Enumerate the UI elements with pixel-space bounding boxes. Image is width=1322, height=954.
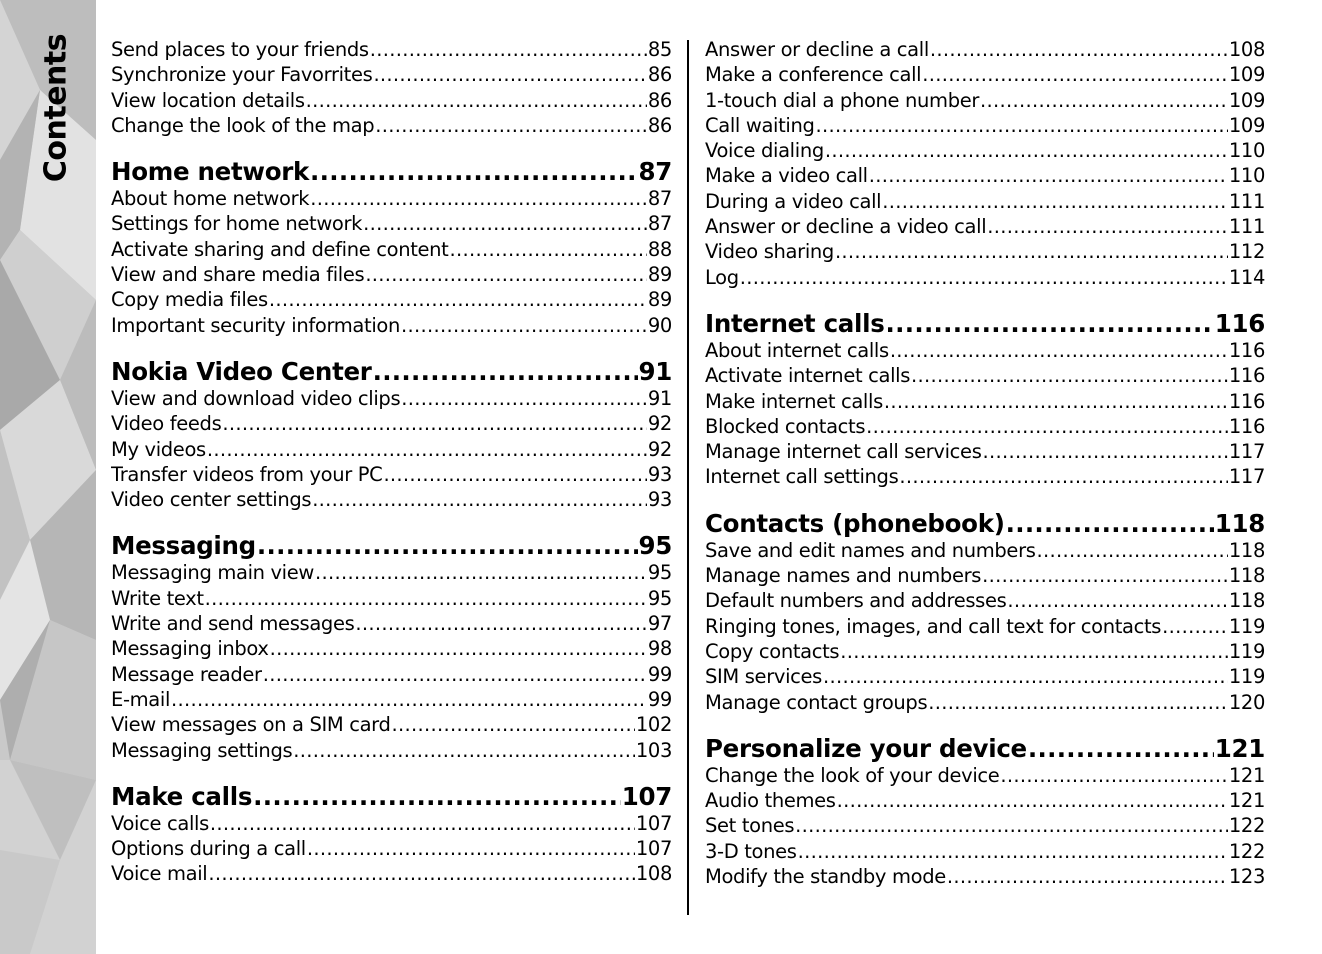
toc-entry-label: Video sharing [705,240,834,264]
toc-page-number: 93 [647,488,672,512]
dot-leader [306,88,647,113]
dot-leader [982,563,1228,588]
toc-heading-label: Home network [111,158,310,187]
toc-entry[interactable] [111,487,672,512]
toc-page-number: 118 [1228,564,1265,588]
dot-leader [983,439,1228,464]
toc-entry-label: Copy media files [111,288,268,312]
toc-section [111,532,672,762]
toc-right-column [705,37,1265,909]
toc-entry-label: Copy contacts [705,639,840,663]
dot-leader [740,265,1228,290]
dot-leader [1006,510,1214,538]
toc-page-number: 109 [1228,113,1265,137]
toc-page-number: 110 [1228,139,1265,163]
dot-leader [884,389,1228,414]
toc-entry[interactable] [705,62,1265,87]
toc-page-number: 86 [647,63,672,87]
toc-entry-label: Save and edit names and numbers [705,538,1036,562]
toc-entry-label: Voice mail [111,862,208,886]
toc-page-number: 117 [1228,465,1265,489]
toc-page-number: 92 [647,412,672,436]
toc-page-number: 111 [1228,215,1265,239]
toc-entry-label: Change the look of the map [111,113,375,137]
dot-leader [449,237,646,262]
toc-entry[interactable] [705,639,1265,664]
toc-entry[interactable] [705,439,1265,464]
dot-leader [312,487,647,512]
dot-leader [795,813,1228,838]
toc-heading-label: Personalize your device [705,734,1027,763]
toc-page-number: 118 [1228,589,1265,613]
toc-section [111,158,672,338]
dot-leader [987,214,1228,239]
toc-left-column [111,37,672,907]
toc-heading-label: Internet calls [705,309,885,338]
dot-leader [869,163,1228,188]
toc-page-number: 99 [647,687,672,711]
toc-entry-label: About home network [111,187,310,211]
toc-entry[interactable] [111,836,672,861]
toc-page-number: 102 [635,713,672,737]
toc-page-number: 95 [647,561,672,585]
toc-entry[interactable] [111,237,672,262]
dot-leader [171,687,647,712]
dot-leader [825,138,1228,163]
toc-entry[interactable] [705,864,1265,889]
toc-page-number: 121 [1228,789,1265,813]
toc-page-number: 108 [635,862,672,886]
toc-entry[interactable] [705,690,1265,715]
toc-page-number: 89 [647,288,672,312]
dot-leader [355,611,646,636]
dot-leader [947,864,1228,889]
dot-leader [373,358,638,386]
toc-page-number: 87 [647,187,672,211]
toc-entry[interactable] [705,189,1265,214]
dot-leader [222,411,646,436]
dot-leader [840,639,1228,664]
toc-entry-label: Manage names and numbers [705,564,982,588]
toc-entry-label: Change the look of your device [705,763,1000,787]
toc-entry-label: Message reader [111,662,262,686]
toc-entry-label: Make a video call [705,164,868,188]
toc-page-number: 116 [1228,414,1265,438]
toc-entry-label: Video feeds [111,412,222,436]
toc-page-number: 95 [638,532,672,561]
toc-entry[interactable] [705,538,1265,563]
toc-entry[interactable] [111,712,672,737]
toc-page-number: 92 [647,437,672,461]
dot-leader [293,738,635,763]
toc-entry[interactable] [705,138,1265,163]
dot-leader [205,586,647,611]
dot-leader [310,158,637,186]
toc-section [705,310,1265,490]
toc-page-number: 86 [647,113,672,137]
toc-page-number: 90 [647,313,672,337]
toc-entry[interactable] [111,287,672,312]
dot-leader [928,690,1228,715]
toc-entry[interactable] [111,262,672,287]
toc-entry[interactable] [705,363,1265,388]
dot-leader [401,386,647,411]
toc-page-number: 86 [647,88,672,112]
toc-section-heading[interactable] [111,358,672,386]
dot-leader [823,664,1228,689]
toc-page-number: 112 [1228,240,1265,264]
toc-entry-label: Default numbers and addresses [705,589,1007,613]
toc-entry[interactable] [111,386,672,411]
toc-entry-label: Voice dialing [705,139,824,163]
dot-leader [363,211,647,236]
toc-entry[interactable] [705,588,1265,613]
toc-entry-label: Activate sharing and define content [111,237,449,261]
toc-entry-label: Audio themes [705,789,836,813]
dot-leader [1007,588,1227,613]
dot-leader [798,839,1228,864]
toc-entry[interactable] [111,313,672,338]
toc-entry-label: Send places to your friends [111,38,369,61]
dot-leader [269,287,647,312]
toc-entry[interactable] [111,611,672,636]
toc-page-number: 119 [1228,665,1265,689]
toc-entry[interactable] [705,614,1265,639]
toc-entry[interactable] [111,811,672,836]
dot-leader [315,560,647,585]
toc-page-number: 91 [638,357,672,386]
toc-page-number: 116 [1214,309,1265,338]
toc-entry[interactable] [705,414,1265,439]
toc-entry[interactable] [705,239,1265,264]
toc-entry-label: View location details [111,88,305,112]
toc-entry[interactable] [111,186,672,211]
toc-entry[interactable] [705,113,1265,138]
toc-entry-label: Activate internet calls [705,364,911,388]
toc-entry-label: My videos [111,437,206,461]
toc-entry-label: Transfer videos from your PC [111,462,383,486]
toc-entry[interactable] [705,389,1265,414]
dot-leader [1000,763,1227,788]
toc-page-number: 109 [1228,88,1265,112]
dot-leader [257,532,638,560]
toc-heading-label: Nokia Video Center [111,357,372,386]
toc-entry-label: E-mail [111,687,171,711]
toc-section [111,37,672,138]
toc-page-number: 123 [1228,865,1265,889]
toc-section-heading[interactable] [111,783,672,811]
toc-entry-label: Log [705,265,739,289]
toc-section-heading[interactable] [705,510,1265,538]
toc-entry[interactable] [705,37,1265,62]
toc-entry[interactable] [705,664,1265,689]
toc-entry-label: Blocked contacts [705,414,866,438]
toc-heading-label: Messaging [111,532,256,561]
toc-page-number: 122 [1228,839,1265,863]
toc-page-number: 119 [1228,639,1265,663]
toc-entry[interactable] [705,813,1265,838]
toc-heading-label: Contacts (phonebook) [705,509,1005,538]
toc-page-number: 103 [635,738,672,762]
dot-leader [980,88,1228,113]
toc-entry[interactable] [111,560,672,585]
toc-entry-label: Synchronize your Favorrites [111,63,373,87]
dot-leader [837,788,1228,813]
toc-page-number: 99 [647,662,672,686]
dot-leader [835,239,1228,264]
toc-page-number: 88 [647,237,672,261]
toc-section [705,37,1265,290]
toc-section [111,358,672,512]
toc-section-heading[interactable] [705,310,1265,338]
toc-entry[interactable] [111,411,672,436]
toc-section [111,783,672,887]
dot-leader [307,836,635,861]
toc-entry-label: View and download video clips [111,386,401,410]
toc-page-number: 107 [621,782,672,811]
page-title: Contents [38,33,74,183]
dot-leader [375,113,647,138]
toc-entry[interactable] [111,62,672,87]
toc-entry-label: Messaging inbox [111,637,269,661]
toc-entry[interactable] [111,586,672,611]
dot-leader [210,811,635,836]
toc-entry[interactable] [111,861,672,886]
toc-page-number: 97 [647,612,672,636]
toc-entry-label: View and share media files [111,263,365,287]
dot-leader [1162,614,1228,639]
dot-leader [866,414,1228,439]
toc-entry-label: Settings for home network [111,212,363,236]
toc-heading-label: Make calls [111,782,253,811]
toc-page-number: 119 [1228,614,1265,638]
dot-leader [882,189,1228,214]
toc-entry-label: During a video call [705,189,882,213]
toc-entry[interactable] [705,839,1265,864]
toc-entry[interactable] [111,37,672,62]
toc-entry[interactable] [705,763,1265,788]
dot-leader [922,62,1228,87]
toc-page-number: 121 [1228,763,1265,787]
dot-leader [899,464,1227,489]
dot-leader [370,37,647,62]
toc-entry[interactable] [111,636,672,661]
toc-page-number: 98 [647,637,672,661]
toc-entry[interactable] [705,338,1265,363]
toc-page-number: 95 [647,586,672,610]
toc-entry[interactable] [705,464,1265,489]
toc-page-number: 120 [1228,690,1265,714]
toc-entry-label: Ringing tones, images, and call text for contacts [705,614,1162,638]
toc-page-number: 107 [635,811,672,835]
toc-entry-label: Manage contact groups [705,690,928,714]
dot-leader [373,62,646,87]
toc-section [705,510,1265,715]
toc-page-number: 87 [638,158,672,187]
toc-entry-label: Call waiting [705,113,815,137]
toc-page-number: 107 [635,837,672,861]
toc-entry-label: About internet calls [705,338,889,362]
toc-entry-label: Write and send messages [111,612,355,636]
toc-entry-label: 3-D tones [705,839,797,863]
toc-entry[interactable] [705,214,1265,239]
dot-leader [816,113,1228,138]
toc-entry-label: Manage internet call services [705,440,982,464]
dot-leader [263,662,647,687]
toc-page-number: 122 [1228,814,1265,838]
toc-entry[interactable] [705,163,1265,188]
toc-entry-label: Options during a call [111,837,306,861]
toc-entry[interactable] [111,113,672,138]
dot-leader [392,712,635,737]
toc-page-number: 110 [1228,164,1265,188]
dot-leader [270,636,647,661]
toc-entry-label: 1-touch dial a phone number [705,88,980,112]
dot-leader [401,313,647,338]
toc-section-heading[interactable] [705,735,1265,763]
toc-page-number: 118 [1228,538,1265,562]
toc-entry[interactable] [111,687,672,712]
dot-leader [890,338,1228,363]
dot-leader [207,437,647,462]
column-divider [687,40,689,915]
toc-page-number: 91 [647,386,672,410]
dot-leader [1037,538,1228,563]
side-decorative-band [0,0,96,954]
toc-entry[interactable] [111,662,672,687]
toc-page-number: 87 [647,212,672,236]
dot-leader [383,462,646,487]
toc-page-number: 118 [1214,509,1265,538]
toc-entry-label: Set tones [705,814,795,838]
toc-entry-label: Make internet calls [705,389,883,413]
toc-page-number: 116 [1228,389,1265,413]
toc-entry[interactable] [111,437,672,462]
dot-leader [253,783,621,811]
toc-section-heading[interactable] [111,158,672,186]
toc-section [705,735,1265,889]
toc-entry[interactable] [111,738,672,763]
toc-entry[interactable] [705,788,1265,813]
dot-leader [930,37,1228,62]
toc-page-number: 116 [1228,364,1265,388]
toc-page-number: 117 [1228,440,1265,464]
toc-entry-label: Video center settings [111,488,312,512]
toc-page-number: 109 [1228,63,1265,87]
toc-entry-label: SIM services [705,665,822,689]
toc-entry-label: View messages on a SIM card [111,713,391,737]
toc-page-number: 111 [1228,189,1265,213]
toc-entry[interactable] [705,563,1265,588]
toc-entry[interactable] [111,211,672,236]
toc-page-number: 108 [1228,38,1265,61]
toc-entry-label: Answer or decline a call [705,38,929,61]
dot-leader [1028,735,1214,763]
toc-page-number: 93 [647,462,672,486]
toc-page-number: 116 [1228,338,1265,362]
toc-page-number: 121 [1214,734,1265,763]
toc-entry[interactable] [705,88,1265,113]
toc-entry-label: Messaging settings [111,738,293,762]
dot-leader [365,262,647,287]
toc-entry-label: Write text [111,586,204,610]
toc-page-number: 85 [647,38,672,61]
toc-entry-label: Modify the standby mode [705,865,946,889]
toc-entry-label: Answer or decline a video call [705,215,987,239]
dot-leader [911,363,1228,388]
toc-entry-label: Internet call settings [705,465,899,489]
toc-entry-label: Voice calls [111,811,209,835]
toc-section-heading[interactable] [111,532,672,560]
toc-entry[interactable] [705,265,1265,290]
dot-leader [310,186,647,211]
toc-entry-label: Messaging main view [111,561,314,585]
dot-leader [208,861,634,886]
toc-page-number: 89 [647,263,672,287]
toc-entry-label: Make a conference call [705,63,922,87]
dot-leader [886,310,1214,338]
toc-entry-label: Important security information [111,313,400,337]
toc-page-number: 114 [1228,265,1265,289]
toc-entry[interactable] [111,462,672,487]
toc-entry[interactable] [111,88,672,113]
